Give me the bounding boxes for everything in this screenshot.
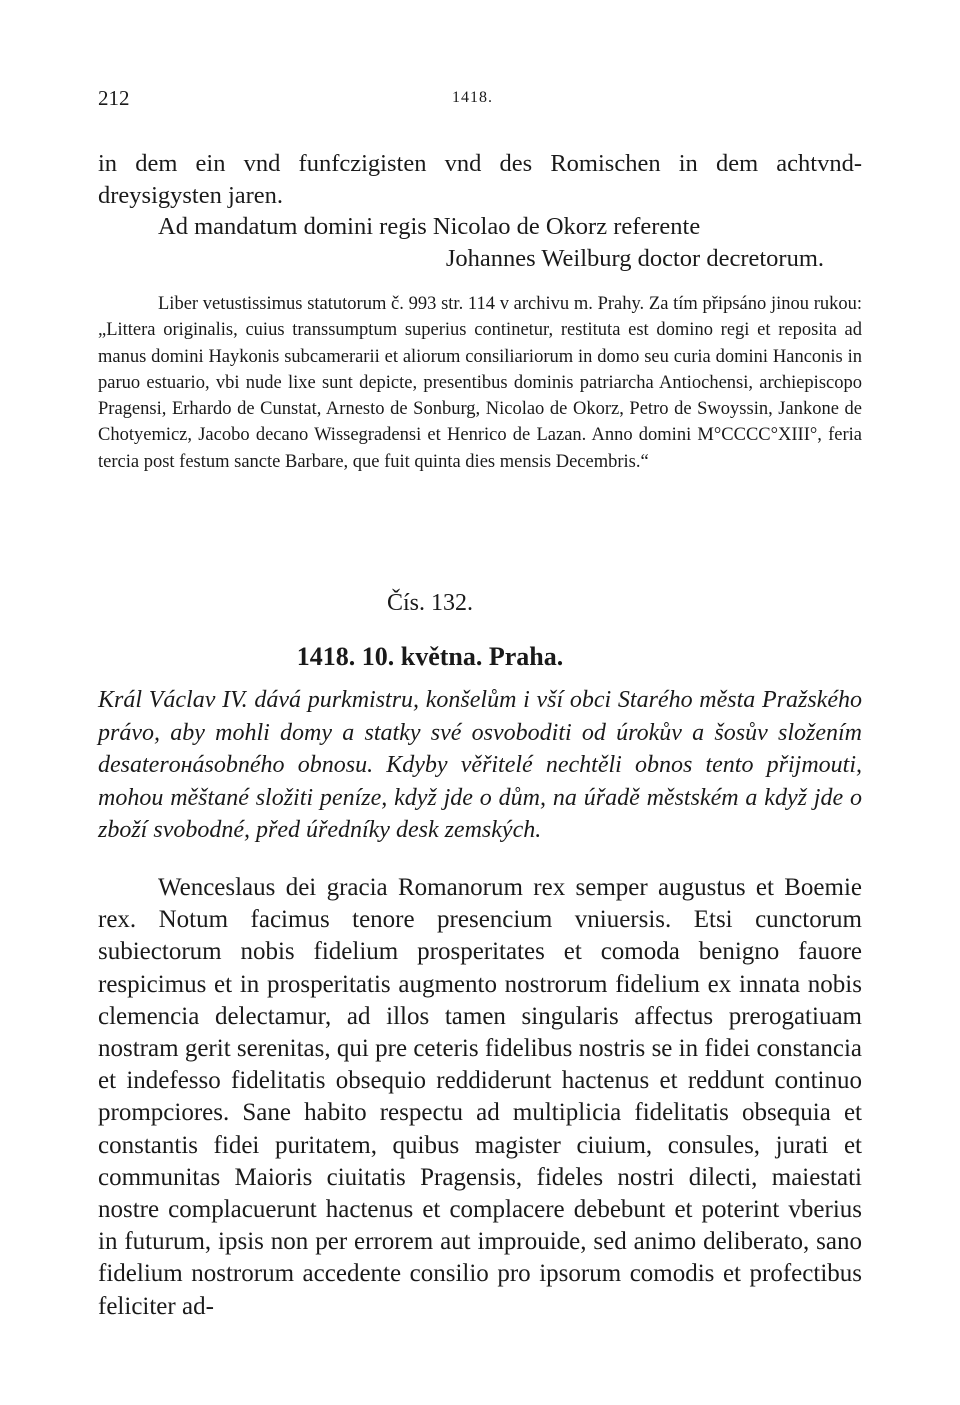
source-note-text: Liber vetustissimus statutorum č. 993 str. 114 v archivu m. Prahy. Za tím připsáno jinou rukou: „Littera originalis, cuius transsumptum superius continetur, restituta est domino regi et reposita ad manus domini Haykonis subcamerarii et aliorum consiliariorum in domo seu curia domini Hanconis in paruo estuario, vbi nude lixe sunt depicte, presentibus dominis patriarcha Antiochensi, archiepiscopo Pragensi, Erhardo de Cunstat, Arnesto de Sonburg, Nicolao de Okorz, Petro de Swoyssin, Jankone de Chotyemicz, Jacobo decano Wissegradensi et Henrico de Lazan. Anno domini M°CCCC°XIII°, feria tercia post festum sancte Barbare, que fuit quinta dies mensis Decembris.“ [98, 294, 862, 472]
preceding-text [98, 148, 862, 274]
document-body [98, 872, 862, 1323]
preceding-signature: Johannes Weilburg doctor decretorum. [445, 244, 824, 272]
running-head: 1418. [452, 89, 493, 106]
document-summary [98, 684, 862, 847]
document-number: Čís. 132. [386, 590, 473, 616]
source-note [98, 291, 862, 475]
document-date-place: 1418. 10. května. Praha. [296, 642, 564, 671]
document-text: Wenceslaus dei gracia Romanorum rex semper augustus et Boemie rex. Notum facimus tenore presencium vniuersis. Etsi cunctorum subiectorum nobis fidelium prosperitates et comoda benigno fauore respicimus et in prosperitatis augmento nostrorum fidelium ex innata nobis clemencia delectamur, ad illos tamen singularis affectus prerogatiuam nostram gerit serenitas, qui pre ceteris fidelibus nostris se in fidei constancia et indefesso fidelitatis obsequio reddiderunt hactenus et reddunt continuo prompciores. Sane habito respectu ad multiplicia fidelitatis obsequia et constantis fidei puritatem, quibus magister ciuium, consules, jurati et communitas Maioris ciuitatis Pragensis, fideles nostri dilecti, maiestati nostre complacuerunt hactenus et complacere debebunt et poterint vberius in futurum, ipsis non per errorem aut improuide, sed animo deliberato, sano fidelium nostrorum accedente consilio pro ipsorum comodis et profectibus feliciter ad- [98, 874, 862, 1320]
preceding-line-2: Ad mandatum domini regis Nicolao de Okorz referente [158, 213, 701, 240]
summary-text: Král Václav IV. dává purkmistru, konšelům i vší obci Starého města Pražského právo, aby mohli domy a statky své osvoboditi od úrokův a šosův složením desaterонásobného obnosu. Kdyby věřitelé nechtěli obnos tento přijmouti, mohou měštané složiti peníze, když jde o dům, na úřadě městském a když jde o zboží svobodné, před úředníky desk zemských. [98, 687, 862, 844]
preceding-line-1: in dem ein vnd funfczigisten vnd des Romischen in dem achtvnd-dreysigysten jaren. [98, 150, 862, 209]
page-header [98, 86, 862, 116]
page-number: 212 [98, 86, 130, 110]
